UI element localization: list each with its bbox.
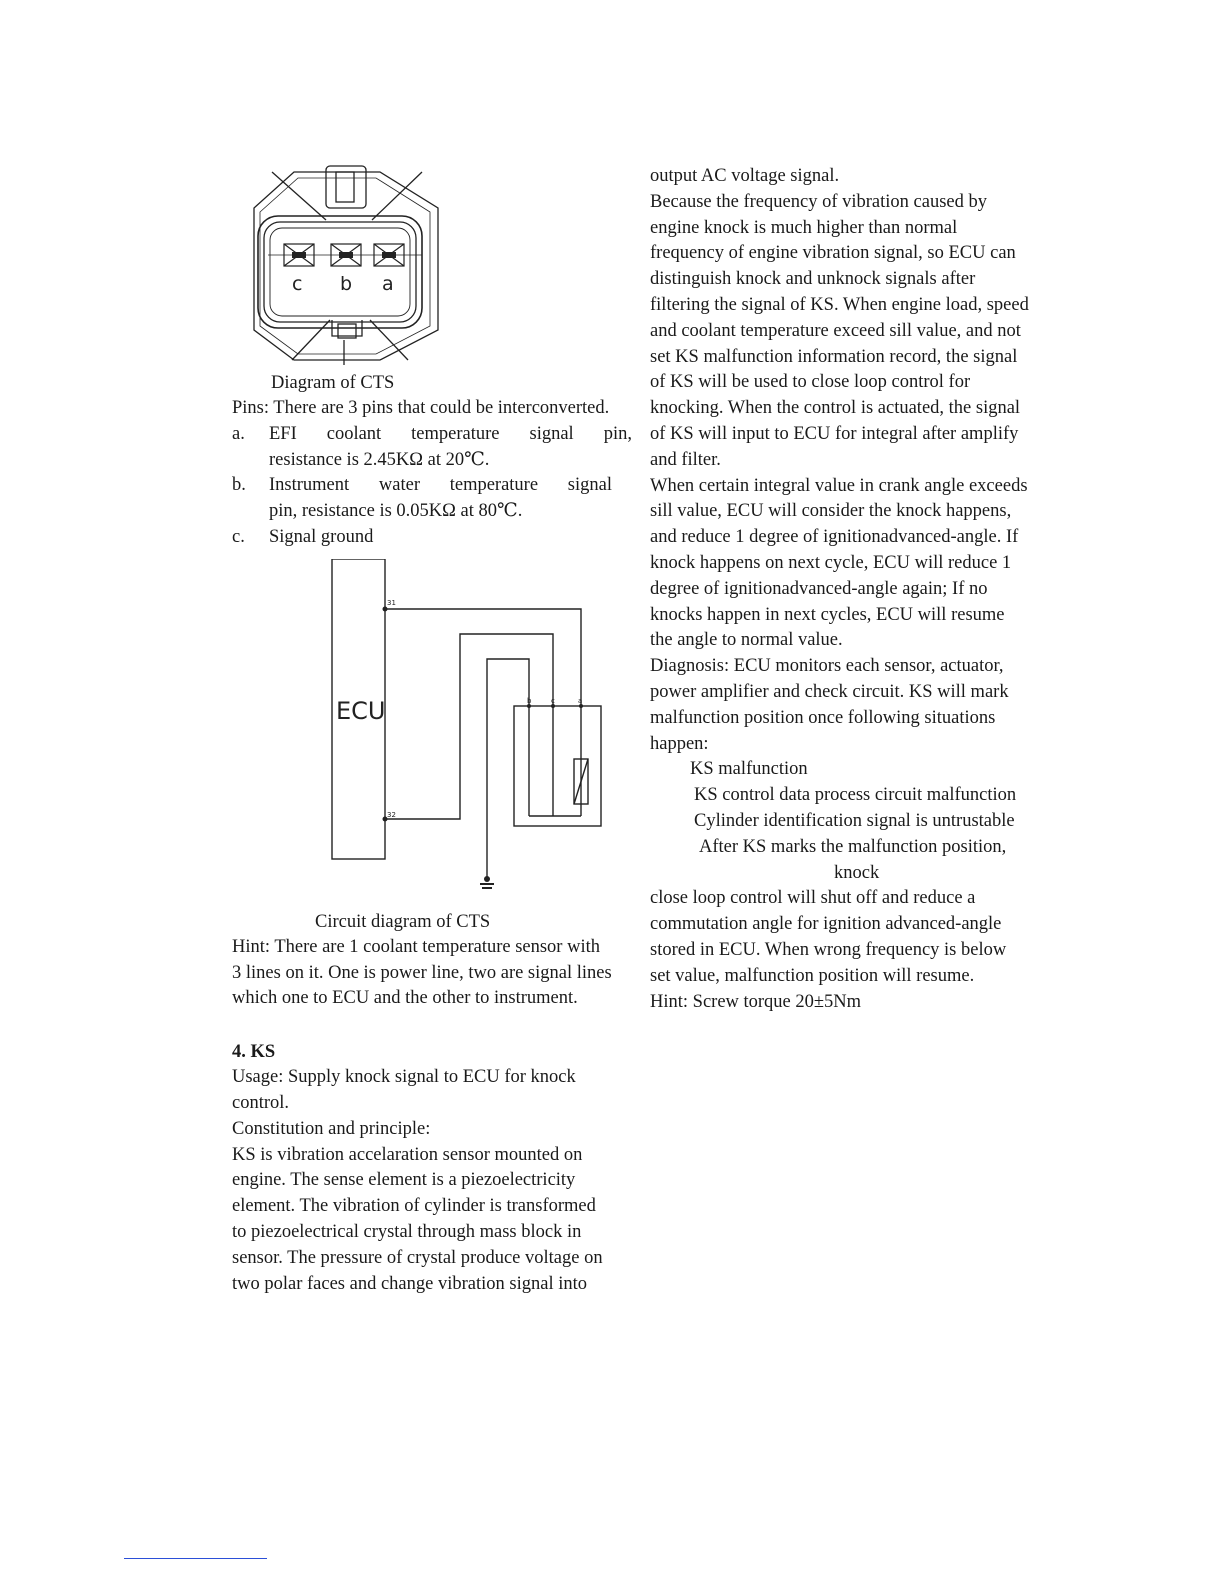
constitution-line: sensor. The pressure of crystal produce voltage on bbox=[232, 1247, 603, 1268]
pin-c-text: Signal ground bbox=[269, 526, 374, 547]
body-line: distinguish knock and unknock signals after bbox=[650, 269, 976, 290]
terminal-32-label: 32 bbox=[387, 810, 396, 819]
body-line: degree of ignitionadvanced-angle again; If no bbox=[650, 578, 988, 599]
body-line: the angle to normal value. bbox=[650, 630, 843, 651]
body-line: sill value, ECU will consider the knock happens, bbox=[650, 501, 1012, 522]
list-marker: a. bbox=[232, 423, 245, 444]
left-column bbox=[232, 160, 632, 1297]
pin-a-line1: EFI coolant temperature signal pin, bbox=[269, 423, 632, 444]
cts-connector-diagram bbox=[232, 160, 462, 370]
body-line: power amplifier and check circuit. KS will mark bbox=[650, 681, 1009, 702]
footnote-rule bbox=[124, 1558, 267, 1559]
hint-torque: Hint: Screw torque 20±5Nm bbox=[650, 991, 862, 1012]
ecu-label: ECU bbox=[336, 696, 386, 725]
hint-line: Hint: There are 1 coolant temperature sensor with bbox=[232, 936, 600, 957]
list-marker: c. bbox=[232, 526, 245, 547]
constitution-heading: Constitution and principle: bbox=[232, 1118, 431, 1139]
body-line: and reduce 1 degree of ignitionadvanced-angle. If bbox=[650, 527, 1019, 548]
circuit-caption: Circuit diagram of CTS bbox=[315, 911, 491, 932]
pin-b-item bbox=[232, 473, 632, 499]
body-line: knocks happen in next cycles, ECU will resume bbox=[650, 604, 1005, 625]
body-line: set KS malfunction information record, the signal bbox=[650, 346, 1018, 367]
constitution-line: KS is vibration accelaration sensor mounted on bbox=[232, 1144, 583, 1165]
body-line: engine knock is much higher than normal bbox=[650, 217, 958, 238]
situation-item: Cylinder identification signal is untrustable bbox=[694, 810, 1015, 831]
right-column bbox=[650, 164, 1060, 1015]
situation-item: After KS marks the malfunction position, bbox=[699, 836, 1007, 857]
situation-item: KS malfunction bbox=[690, 759, 808, 780]
pin-label-c: c bbox=[292, 273, 303, 295]
usage-line: control. bbox=[232, 1092, 290, 1113]
hint-line: 3 lines on it. One is power line, two are signal lines bbox=[232, 962, 612, 983]
pin-b-line2: pin, resistance is 0.05KΩ at 80℃. bbox=[269, 501, 523, 522]
body-line: of KS will input to ECU for integral after amplify bbox=[650, 423, 1019, 444]
body-line: knocking. When the control is actuated, the signal bbox=[650, 398, 1021, 419]
sensor-pin-a-label: a bbox=[578, 696, 583, 705]
pin-b-line1: Instrument water temperature signal bbox=[269, 475, 612, 496]
constitution-line: engine. The sense element is a piezoelectricity bbox=[232, 1170, 576, 1191]
body-line: Diagnosis: ECU monitors each sensor, actuator, bbox=[650, 656, 1004, 677]
body-line: Because the frequency of vibration caused by bbox=[650, 191, 987, 212]
sensor-pin-c-label: c bbox=[551, 696, 555, 705]
cts-diagram-caption: Diagram of CTS bbox=[271, 373, 395, 393]
situation-item: KS control data process circuit malfunction bbox=[694, 785, 1017, 806]
body-line: close loop control will shut off and reduce a bbox=[650, 888, 976, 909]
body-line: malfunction position once following situations bbox=[650, 707, 996, 728]
body-line: and filter. bbox=[650, 449, 721, 470]
cts-circuit-diagram bbox=[232, 559, 632, 909]
pin-label-b: b bbox=[340, 273, 353, 295]
situation-item: knock bbox=[834, 862, 880, 883]
body-line: output AC voltage signal. bbox=[650, 166, 840, 186]
constitution-line: to piezoelectrical crystal through mass block in bbox=[232, 1221, 582, 1242]
terminal-31-label: 31 bbox=[387, 598, 396, 607]
body-line: commutation angle for ignition advanced-angle bbox=[650, 914, 1002, 935]
sensor-pin-b-label: b bbox=[527, 696, 532, 705]
constitution-line: two polar faces and change vibration signal into bbox=[232, 1273, 587, 1294]
body-line: of KS will be used to close loop control for bbox=[650, 372, 971, 393]
body-line: happen: bbox=[650, 733, 709, 754]
pin-a-line2: resistance is 2.45KΩ at 20℃. bbox=[269, 449, 490, 470]
body-line: frequency of engine vibration signal, so ECU can bbox=[650, 243, 1016, 264]
body-line: and coolant temperature exceed sill value, and not bbox=[650, 320, 1021, 341]
pin-c-item bbox=[232, 525, 632, 551]
pin-a-item bbox=[232, 422, 632, 448]
list-marker: b. bbox=[232, 475, 246, 496]
pins-intro: Pins: There are 3 pins that could be interconverted. bbox=[232, 398, 610, 418]
pin-label-a: a bbox=[382, 273, 394, 295]
constitution-line: element. The vibration of cylinder is transformed bbox=[232, 1196, 596, 1217]
body-line: set value, malfunction position will resume. bbox=[650, 965, 975, 986]
body-line: filtering the signal of KS. When engine load, speed bbox=[650, 294, 1029, 315]
section-heading-ks: 4. KS bbox=[232, 1042, 276, 1063]
usage-line: Usage: Supply knock signal to ECU for knock bbox=[232, 1067, 576, 1088]
body-line: When certain integral value in crank angle exceeds bbox=[650, 475, 1028, 496]
body-line: stored in ECU. When wrong frequency is below bbox=[650, 939, 1007, 960]
body-line: knock happens on next cycle, ECU will reduce 1 bbox=[650, 552, 1012, 573]
hint-line: which one to ECU and the other to instrument. bbox=[232, 988, 578, 1009]
